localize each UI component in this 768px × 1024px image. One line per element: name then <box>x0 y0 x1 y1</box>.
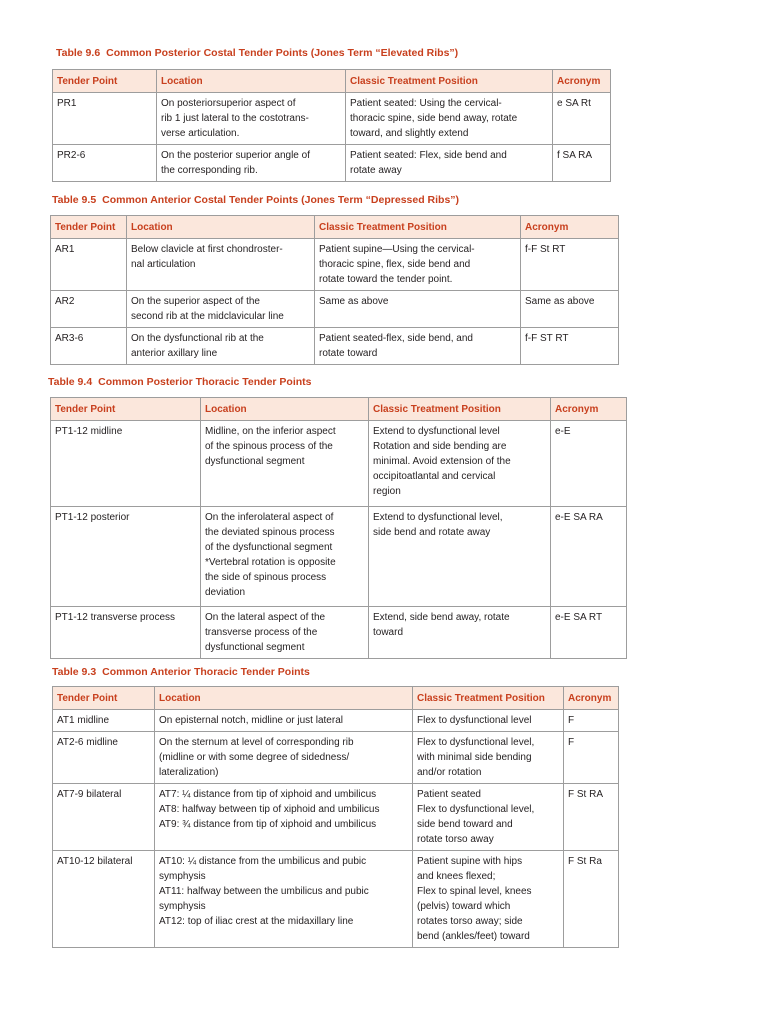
col-header-treatment: Classic Treatment Position <box>315 216 521 239</box>
cell-location: On the posterior superior angle of the corresponding rib. <box>157 145 346 182</box>
cell-acronym: f-F ST RT <box>521 328 619 365</box>
cell-location: On the dysfunctional rib at the anterior axillary line <box>127 328 315 365</box>
header-row <box>53 687 619 710</box>
table-row <box>51 239 619 291</box>
table-row <box>51 291 619 328</box>
cell-location: On the lateral aspect of the transverse process of the dysfunctional segment <box>201 607 369 659</box>
table-title: Common Anterior Thoracic Tender Points <box>102 666 310 678</box>
table-row <box>53 145 611 182</box>
table-number: Table 9.4 <box>48 376 93 388</box>
cell-tender-point: AT1 midline <box>53 710 155 732</box>
table-9-6-caption <box>56 47 458 59</box>
cell-acronym: e-E SA RA <box>551 507 627 607</box>
cell-tender-point: AT10-12 bilateral <box>53 851 155 948</box>
cell-location: On the superior aspect of the second rib at the midclavicular line <box>127 291 315 328</box>
cell-acronym: e-E SA RT <box>551 607 627 659</box>
cell-treatment: Patient seated-flex, side bend, and rotate toward <box>315 328 521 365</box>
table-row <box>53 851 619 948</box>
table-row <box>51 607 627 659</box>
cell-treatment: Flex to dysfunctional level <box>413 710 564 732</box>
table-9-6 <box>52 69 611 182</box>
cell-treatment: Patient supine—Using the cervical- thoracic spine, flex, side bend and rotate toward the tender point. <box>315 239 521 291</box>
cell-tender-point: PR2-6 <box>53 145 157 182</box>
col-header-acronym: Acronym <box>521 216 619 239</box>
col-header-treatment: Classic Treatment Position <box>346 70 553 93</box>
cell-location: Below clavicle at first chondroster- nal articulation <box>127 239 315 291</box>
table-row <box>51 328 619 365</box>
table-number: Table 9.5 <box>52 194 97 206</box>
cell-treatment: Extend, side bend away, rotate toward <box>369 607 551 659</box>
col-header-location: Location <box>157 70 346 93</box>
table-9-5 <box>50 215 619 365</box>
cell-location: Midline, on the inferior aspect of the spinous process of the dysfunctional segment <box>201 421 369 507</box>
col-header-tender-point: Tender Point <box>53 70 157 93</box>
col-header-treatment: Classic Treatment Position <box>369 398 551 421</box>
table-number: Table 9.6 <box>56 47 101 59</box>
table-title: Common Posterior Costal Tender Points (Jones Term “Elevated Ribs”) <box>106 47 459 59</box>
table-9-5-caption <box>52 194 459 206</box>
cell-acronym: Same as above <box>521 291 619 328</box>
cell-location: On the sternum at level of corresponding rib (midline or with some degree of sidedness/ lateralization) <box>155 732 413 784</box>
cell-location: On the inferolateral aspect of the deviated spinous process of the dysfunctional segment *Vertebral rotation is opposite the side of spinous process deviation <box>201 507 369 607</box>
table-row <box>53 732 619 784</box>
cell-acronym: F St Ra <box>564 851 619 948</box>
cell-acronym: f SA RA <box>553 145 611 182</box>
col-header-location: Location <box>127 216 315 239</box>
cell-treatment: Patient seated: Flex, side bend and rotate away <box>346 145 553 182</box>
table-9-3-caption <box>52 666 310 678</box>
cell-tender-point: AT7-9 bilateral <box>53 784 155 851</box>
header-row <box>51 216 619 239</box>
header-row <box>53 70 611 93</box>
table-row <box>53 93 611 145</box>
cell-acronym: F <box>564 732 619 784</box>
cell-tender-point: PR1 <box>53 93 157 145</box>
table-row <box>51 507 627 607</box>
cell-treatment: Same as above <box>315 291 521 328</box>
col-header-acronym: Acronym <box>551 398 627 421</box>
cell-location: On episternal notch, midline or just lateral <box>155 710 413 732</box>
cell-acronym: F <box>564 710 619 732</box>
col-header-tender-point: Tender Point <box>51 216 127 239</box>
col-header-location: Location <box>155 687 413 710</box>
table-title: Common Posterior Thoracic Tender Points <box>98 376 312 388</box>
col-header-location: Location <box>201 398 369 421</box>
table-number: Table 9.3 <box>52 666 97 678</box>
cell-treatment: Patient seated: Using the cervical- thoracic spine, side bend away, rotate toward, and slightly extend <box>346 93 553 145</box>
table-row <box>53 784 619 851</box>
cell-location: On posteriorsuperior aspect of rib 1 just lateral to the costotrans- verse articulation. <box>157 93 346 145</box>
col-header-treatment: Classic Treatment Position <box>413 687 564 710</box>
col-header-acronym: Acronym <box>553 70 611 93</box>
cell-tender-point: AR2 <box>51 291 127 328</box>
cell-tender-point: PT1-12 posterior <box>51 507 201 607</box>
cell-acronym: e-E <box>551 421 627 507</box>
col-header-tender-point: Tender Point <box>53 687 155 710</box>
cell-treatment: Flex to dysfunctional level, with minimal side bending and/or rotation <box>413 732 564 784</box>
cell-treatment: Extend to dysfunctional level Rotation and side bending are minimal. Avoid extension of the occipitoatlantal and cervical region <box>369 421 551 507</box>
table-title: Common Anterior Costal Tender Points (Jones Term “Depressed Ribs”) <box>102 194 460 206</box>
table-9-4 <box>50 397 627 659</box>
table-row <box>51 421 627 507</box>
cell-treatment: Patient supine with hips and knees flexed; Flex to spinal level, knees (pelvis) toward which rotates torso away; side bend (ankles/feet) toward <box>413 851 564 948</box>
cell-tender-point: AR1 <box>51 239 127 291</box>
table-row <box>53 710 619 732</box>
table-9-3 <box>52 686 619 948</box>
cell-location: AT10: ¼ distance from the umbilicus and pubic symphysis AT11: halfway between the umbilicus and pubic symphysis AT12: top of iliac crest at the midaxillary line <box>155 851 413 948</box>
cell-tender-point: AR3-6 <box>51 328 127 365</box>
table-9-4-caption <box>48 376 312 388</box>
col-header-tender-point: Tender Point <box>51 398 201 421</box>
cell-tender-point: PT1-12 transverse process <box>51 607 201 659</box>
cell-acronym: F St RA <box>564 784 619 851</box>
cell-acronym: f-F St RT <box>521 239 619 291</box>
cell-tender-point: PT1-12 midline <box>51 421 201 507</box>
col-header-acronym: Acronym <box>564 687 619 710</box>
cell-acronym: e SA Rt <box>553 93 611 145</box>
header-row <box>51 398 627 421</box>
cell-treatment: Patient seated Flex to dysfunctional level, side bend toward and rotate torso away <box>413 784 564 851</box>
cell-treatment: Extend to dysfunctional level, side bend and rotate away <box>369 507 551 607</box>
cell-tender-point: AT2-6 midline <box>53 732 155 784</box>
cell-location: AT7: ¼ distance from tip of xiphoid and umbilicus AT8: halfway between tip of xiphoid and umbilicus AT9: ¾ distance from tip of xiphoid and umbilicus <box>155 784 413 851</box>
